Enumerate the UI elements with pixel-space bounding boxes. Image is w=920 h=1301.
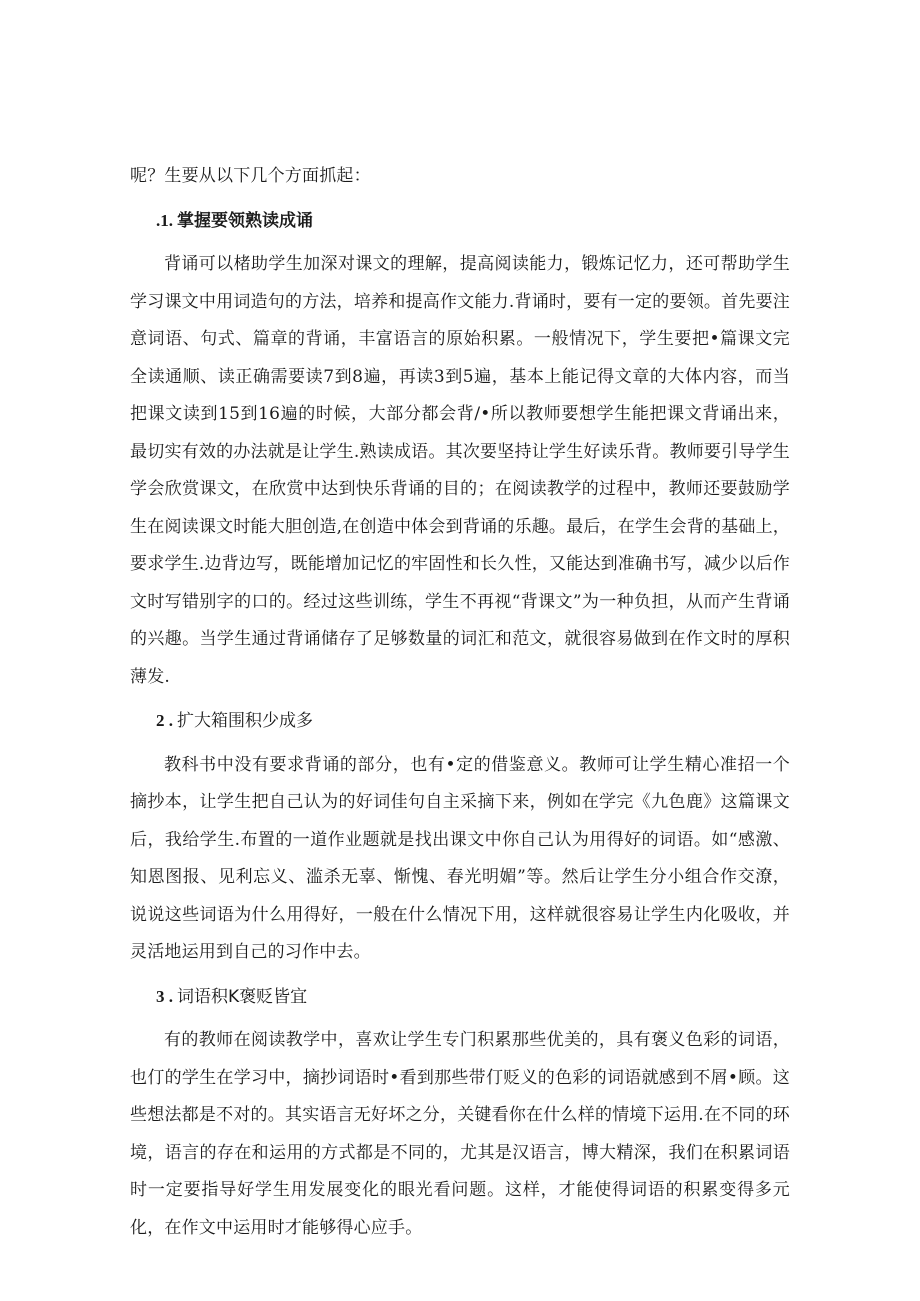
- section-heading-2: [130, 702, 790, 741]
- section-number: 3 .: [156, 986, 173, 1006]
- section-title: 掌握要领熟读成诵: [177, 210, 313, 231]
- section-number: .1.: [156, 210, 173, 230]
- section-paragraph-3: 有的教师在阅读教学中，喜欢让学生专门积累那些优美的，具有褒义色彩的词语，也仃的学生在学习中，摘抄词语时•看到那些带仃贬义的色彩的词语就感到不屑•顾。这些想法都是不对的。其实语言无好坏之分，关键看你在什么样的情境下运用.在不同的环境，语言的存在和运用的方式都是不同的，尤其是汉语言，博大精深，我们在积累词语时一定要指导好学生用发展变化的眼光看问题。这样，才能使得词语的积累变得多元化，在作文中运用时才能够得心应手。: [130, 1030, 790, 1238]
- section-heading-1: [130, 202, 790, 241]
- section-title: 词语积K褒贬皆宜: [177, 986, 308, 1007]
- section-number: 2 .: [156, 711, 173, 730]
- section-paragraph-2: 教科书中没有要求背诵的部分，也有•定的借鉴意义。教师可让学生精心准招一个摘抄本，让学生把自己认为的好词佳句自主采摘下来，例如在学完《九色鹿》这篇课文后，我给学生.布置的一道作业题就是找出课文中你自己认为用得好的词语。如“感激、知恩图报、见利忘义、滥杀无辜、惭愧、春光明媚”等。然后让学生分小组合作交潦，说说这些词语为什么用得好，一般在什么情况下用，这样就很容易让学生内化吸收，并灵活地运用到自己的习作中去。: [130, 754, 790, 962]
- section-heading-3: [130, 978, 790, 1017]
- document-body: [130, 158, 790, 1247]
- section-paragraph-1: 背诵可以楮助学生加深对课文的理解，提高阅读能力，锻炼记忆力，还可帮助学生学习课文中用词造句的方法，培养和提高作文能力.背诵时，要有一定的要领。首先要注意词语、句式、篇章的背诵，丰富语言的原始积累。一般情况下，学生要把•篇课文完全读通顺、读正确需要读7到8遍，再读3到5遍，基本上能记得文章的大体内容，而当把课文读到15到16遍的时候，大部分都会背/•所以教师要想学生能把课文背诵出来，最切实有效的办法就是让学生.熟读成语。其次要坚持让学生好读乐背。教师要引导学生学会欣赏课文，在欣赏中达到快乐背诵的目的；在阅读教学的过程中，教师还要鼓励学生在阅读课文时能大胆创造,在创造中体会到背诵的乐趣。最后，在学生会背的基础上，要求学生.边背边写，既能增加记忆的牢固性和长久性，又能达到准确书写，减少以后作文时写错别字的口的。经过这些训练，学生不再视“背课文”为一种负担，从而产生背诵的兴趣。当学生通过背诵储存了足够数量的词汇和范文，就很容易做到在作文时的厚积薄发.: [130, 254, 790, 687]
- intro-line: 呢？生要从以下几个方面抓起：: [130, 166, 371, 186]
- section-title: 扩大箱围积少成多: [177, 711, 313, 731]
